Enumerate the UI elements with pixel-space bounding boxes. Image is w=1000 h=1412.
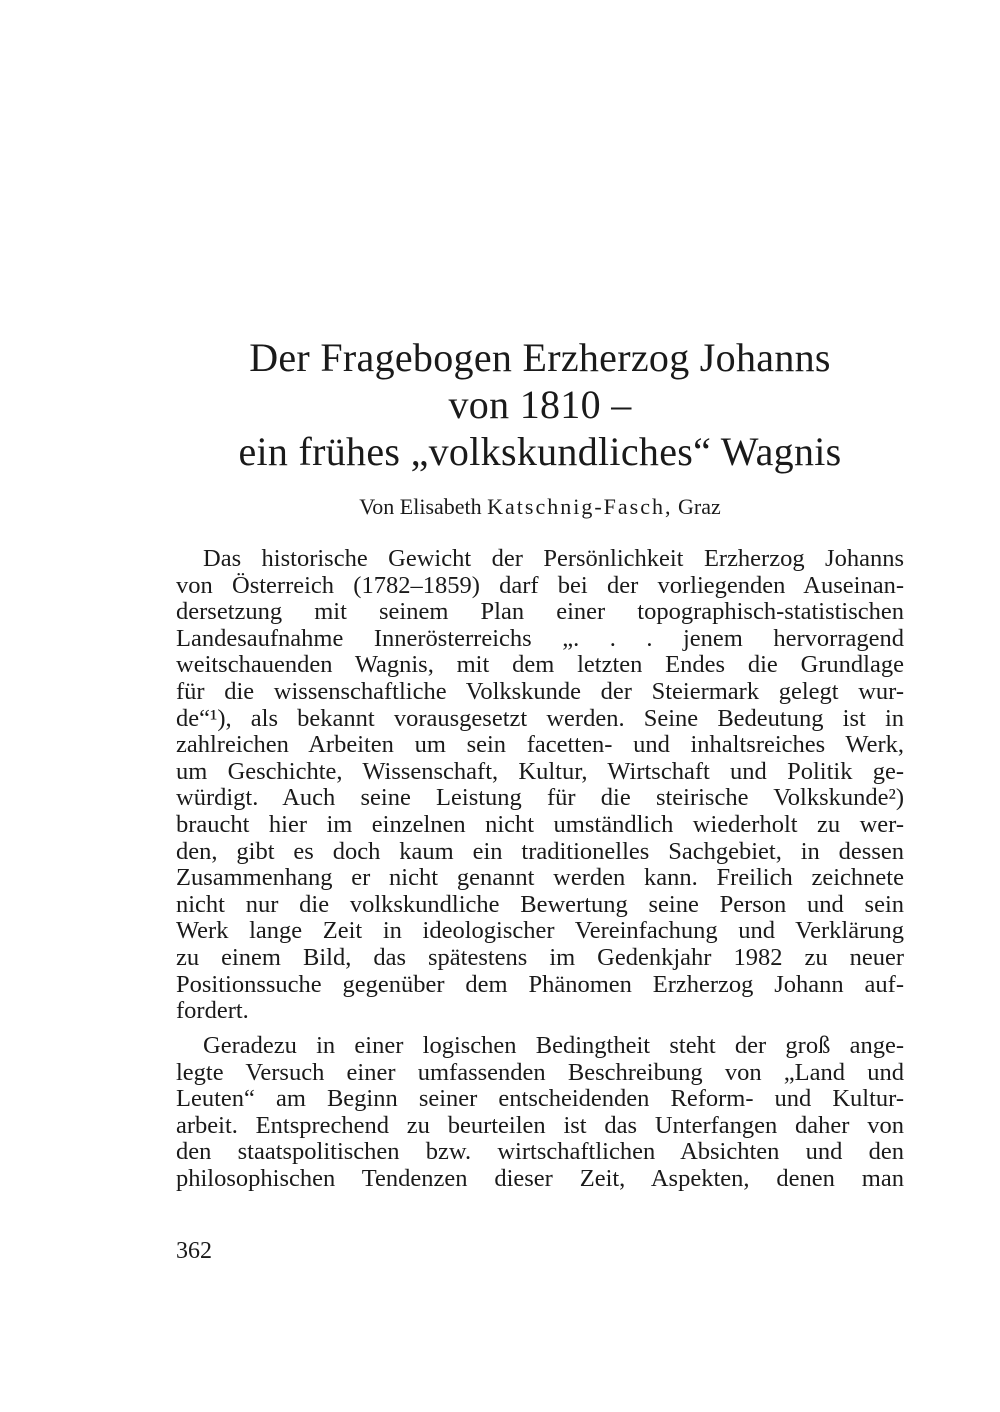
paragraph-2 bbox=[176, 1033, 904, 1193]
paragraph-line: braucht hier im einzelnen nicht umständlich wiederholt zu wer- bbox=[176, 810, 904, 838]
paragraph-line: für die wissenschaftliche Volkskunde der Steiermark gelegt wur- bbox=[176, 677, 904, 705]
title-line-1: Der Fragebogen Erzherzog Johanns bbox=[249, 335, 831, 380]
title-line-3: ein frühes „volkskundliches“ Wagnis bbox=[238, 429, 842, 474]
paragraph-line: dersetzung mit seinem Plan einer topographisch-statistischen bbox=[176, 598, 904, 626]
paragraph-line: de“¹), als bekannt vorausgesetzt werden. Seine Bedeutung ist in bbox=[176, 704, 904, 732]
paragraph-line: von Österreich (1782–1859) darf bei der vorliegenden Auseinan- bbox=[176, 571, 904, 599]
paragraph-1 bbox=[176, 546, 904, 1025]
paragraph-line: Leuten“ am Beginn seiner entscheidenden Reform- und Kultur- bbox=[176, 1085, 904, 1113]
paragraph-line: legte Versuch einer umfassenden Beschreibung von „Land und bbox=[176, 1058, 904, 1086]
author-byline bbox=[176, 492, 904, 522]
paragraph-line: würdigt. Auch seine Leistung für die steirische Volkskunde²) bbox=[176, 784, 904, 812]
paragraph-line: zahlreichen Arbeiten um sein facetten- und inhaltsreiches Werk, bbox=[176, 731, 904, 759]
author-surname: Katschnig-Fasch, bbox=[487, 494, 673, 519]
paragraph-line: den staatspolitischen bzw. wirtschaftlichen Absichten und den bbox=[176, 1138, 904, 1166]
paragraph-line: Das historische Gewicht der Persönlichkeit Erzherzog Johanns bbox=[203, 545, 904, 572]
paragraph-line: fordert. bbox=[176, 997, 249, 1025]
author-place: Graz bbox=[678, 494, 721, 519]
author-prefix: Von Elisabeth bbox=[359, 494, 482, 519]
paragraph-line: Werk lange Zeit in ideologischer Vereinfachung und Verklärung bbox=[176, 917, 904, 945]
paragraph-line: um Geschichte, Wissenschaft, Kultur, Wirtschaft und Politik ge- bbox=[176, 757, 904, 785]
paragraph-line: philosophischen Tendenzen dieser Zeit, Aspekten, denen man bbox=[176, 1164, 904, 1192]
paragraph-line: weitschauenden Wagnis, mit dem letzten Endes die Grundlage bbox=[176, 651, 904, 679]
paragraph-line: den, gibt es doch kaum ein traditionelles Sachgebiet, in dessen bbox=[176, 837, 904, 865]
title-line-2: von 1810 – bbox=[448, 382, 632, 427]
paragraph-line: arbeit. Entsprechend zu beurteilen ist das Unterfangen daher von bbox=[176, 1111, 904, 1139]
paragraph-line: nicht nur die volkskundliche Bewertung seine Person und sein bbox=[176, 890, 904, 918]
paragraph-line: Zusammenhang er nicht genannt werden kann. Freilich zeichnete bbox=[176, 864, 904, 892]
paragraph-line: zu einem Bild, das spätestens im Gedenkjahr 1982 zu neuer bbox=[176, 943, 904, 971]
paragraph-line: Geradezu in einer logischen Bedingtheit steht der groß ange- bbox=[203, 1032, 904, 1059]
article-title bbox=[176, 334, 904, 475]
paragraph-line: Positionssuche gegenüber dem Phänomen Erzherzog Johann auf- bbox=[176, 970, 904, 998]
page-number: 362 bbox=[176, 1238, 212, 1264]
paragraph-line: Landesaufnahme Innerösterreichs „. . . jenem hervorragend bbox=[176, 624, 904, 652]
